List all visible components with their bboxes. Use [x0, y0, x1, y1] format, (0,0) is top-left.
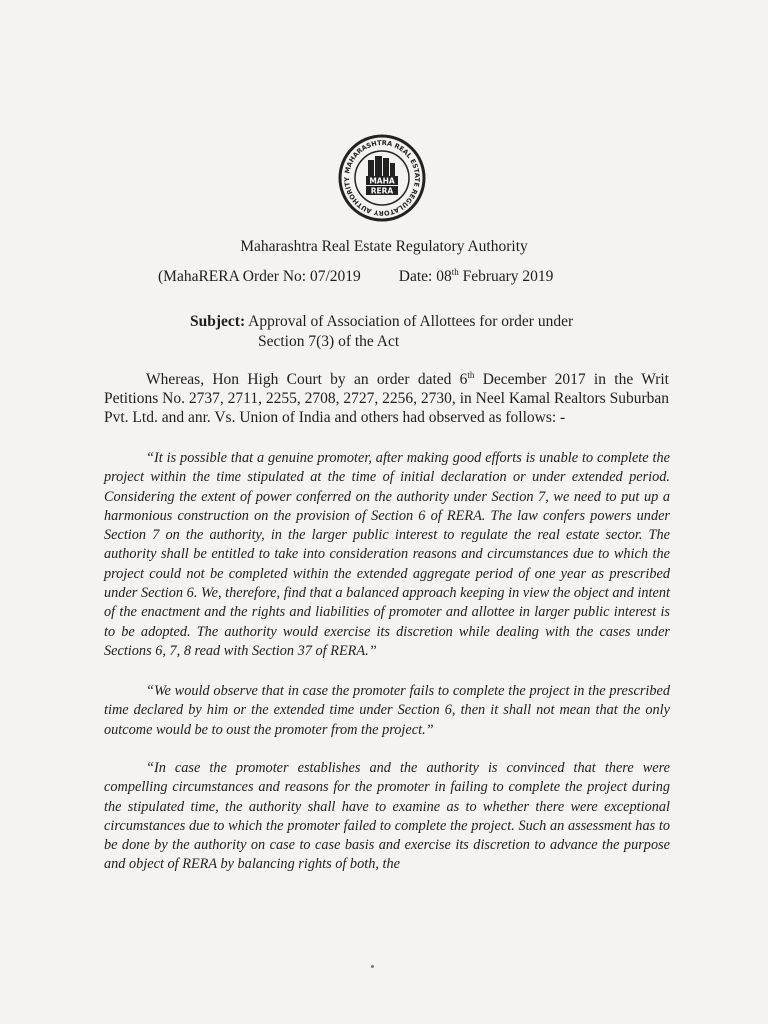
- order-date: Date: 08th February 2019: [398, 266, 554, 285]
- order-number: (MahaRERA Order No: 07/2019: [158, 268, 361, 285]
- subject-line-2: Section 7(3) of the Act: [258, 333, 400, 350]
- order-line: [158, 268, 553, 286]
- intro-paragraph: Whereas, Hon High Court by an order dated 6th December 2017 in the Writ Petitions No. 2737, 2711, 2255, 2708, 2727, 2256, 2730, in Neel Kamal Realtors Suburban Pvt. Ltd. and anr. Vs. Union of India and others had observed as follows: -: [104, 369, 669, 426]
- page-speck: [371, 965, 374, 968]
- maharera-seal: [338, 134, 426, 222]
- authority-title: Maharashtra Real Estate Regulatory Authority: [240, 238, 528, 255]
- seal-maha-text: MAHA: [369, 176, 395, 186]
- quote-paragraph-1: “It is possible that a genuine promoter, after making good efforts is unable to complete the project within the time stipulated at the time of initial declaration or under extended period. Considering the extent of power conferred on the authority under Section 7, we need to put up a harmonious construction on the provision of Section 6 of RERA. The law confers powers under Section 7 on the authority, in the larger public interest to regulate the real estate sector. The authority shall be entitled to take into consideration reasons and circumstances due to which the project could not be completed within the extended aggregate period of one year as prescribed under Section 6. We, therefore, find that a balanced approach keeping in view the object and intent of the enactment and the rights and liabilities of promoter and allottee in larger public interest is to be adopted. The authority would exercise its discretion while dealing with the cases under Sections 6, 7, 8 read with Section 37 of RERA.”: [104, 450, 670, 659]
- subject-line-1: Subject: Approval of Association of Allottees for order under: [190, 313, 574, 330]
- seal-ring-text: MAHARASHTRA REAL ESTATE REGULATORY AUTHORITY: [342, 138, 422, 218]
- subject-label: Subject:: [190, 313, 246, 330]
- quote-paragraph-3: “In case the promoter establishes and the authority is convinced that there were compelling circumstances and reasons for the promoter in failing to complete the project during the stipulated time, the authority shall have to examine as to whether there were exceptional circumstances due to which the promoter failed to complete the project. Such an assessment has to be done by the authority on case to case basis and exercise its discretion to advance the purpose and object of RERA by balancing rights of both, the: [104, 760, 670, 873]
- quote-paragraph-2: “We would observe that in case the promoter fails to complete the project in the prescribed time declared by him or the extended time under Section 6, then it shall not mean that the only outcome would be to oust the promoter from the project.”: [104, 683, 670, 738]
- seal-rera-text: RERA: [370, 186, 394, 196]
